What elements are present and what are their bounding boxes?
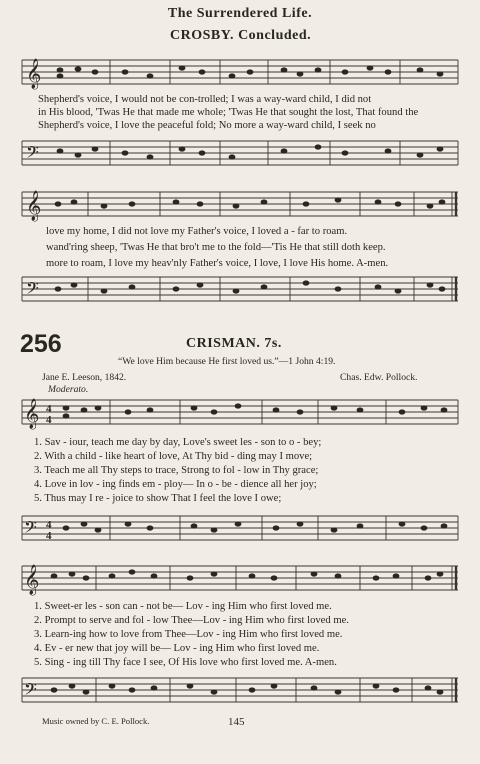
crosby-s1-verse1: Shepherd's voice, I would not be con-trolled; I was a way-ward child, I did not [38, 94, 372, 105]
crosby-tune-name: CROSBY. [170, 28, 235, 43]
crisman-title: CRISMAN. 7s. [186, 336, 282, 351]
crisman-s2-verse1: 1. Sweet-er les - son can - not be— Lov - ing Him who first loved me. [34, 601, 332, 612]
svg-text:𝄞: 𝄞 [26, 59, 42, 89]
svg-text:𝄢: 𝄢 [24, 517, 37, 541]
copyright-note: Music owned by C. E. Pollock. [42, 716, 150, 726]
crosby-system2-bass-staff [0, 271, 480, 311]
crosby-s1-verse3: Shepherd's voice, I love the peaceful fold; No more a way-ward child, I seek no [38, 120, 376, 131]
crosby-subtitle: Concluded. [238, 28, 312, 43]
svg-text:𝄢: 𝄢 [24, 679, 37, 703]
svg-text:𝄢: 𝄢 [26, 142, 39, 166]
page-number: 145 [228, 716, 245, 728]
crosby-s1-verse2: in His blood, 'Twas He that made me whole; 'Twas He that sought the lost, That found the [38, 107, 419, 118]
crosby-system1-bass-staff [0, 135, 480, 175]
crisman-s1-verse5: 5. Thus may I re - joice to show That I feel the love I owe; [34, 493, 282, 504]
crisman-s2-verse5: 5. Sing - ing till Thy face I see, Of His love who first loved me. A-men. [34, 657, 337, 668]
svg-text:4: 4 [46, 519, 52, 531]
crisman-system2-bass-staff [0, 672, 480, 712]
crosby-title [170, 28, 311, 44]
svg-text:𝄞: 𝄞 [26, 191, 42, 221]
tune-composer: Chas. Edw. Pollock. [340, 372, 418, 383]
crisman-system1-treble-staff [0, 394, 480, 434]
crisman-s1-verse4: 4. Love in lov - ing finds em - ploy— In o - be - dience all her joy; [34, 479, 317, 490]
crisman-system1-bass-staff [0, 510, 480, 550]
crisman-s2-verse4: 4. Ev - er new that joy will be— Lov - ing Him who first loved me. [34, 643, 320, 654]
crosby-s2-verse2: wand'ring sheep, 'Twas He that bro't me to the fold—'Tis He that still doth keep. [46, 242, 386, 253]
hymn-number: 256 [20, 330, 62, 358]
svg-text:𝄞: 𝄞 [24, 399, 40, 429]
crosby-s2-verse3: more to roam, I love my heav'nly Father's voice, I love, I love His home. A-men. [46, 258, 389, 269]
crisman-s2-verse2: 2. Prompt to serve and fol - low Thee—Lov - ing Him who first loved me. [34, 615, 349, 626]
crisman-system2-treble-staff [0, 560, 480, 600]
svg-text:4: 4 [46, 403, 52, 415]
crisman-s1-verse1: 1. Sav - iour, teach me day by day, Love's sweet les - son to o - bey; [34, 437, 322, 448]
crosby-system1-treble-staff [0, 56, 480, 96]
crosby-system2-treble-staff [0, 188, 480, 228]
crisman-s1-verse2: 2. With a child - like heart of love, At Thy bid - ding may I move; [34, 451, 313, 462]
svg-text:𝄢: 𝄢 [26, 278, 39, 302]
svg-text:4: 4 [46, 530, 52, 542]
scripture-epigraph: “We love Him because He first loved us.”—1 John 4:19. [118, 356, 336, 367]
svg-text:𝄞: 𝄞 [24, 565, 40, 595]
running-title: The Surrendered Life. [167, 6, 313, 21]
svg-text:4: 4 [46, 414, 52, 426]
crisman-s2-verse3: 3. Learn-ing how to love from Thee—Lov - ing Him who first loved me. [34, 629, 343, 640]
crosby-s2-verse1: love my home, I did not love my Father's voice, I loved a - far to roam. [46, 226, 348, 237]
crisman-s1-verse3: 3. Teach me all Thy steps to trace, Strong to fol - low in Thy grace; [34, 465, 319, 476]
text-author: Jane E. Leeson, 1842. [42, 372, 127, 383]
tempo-marking: Moderato. [48, 384, 89, 395]
